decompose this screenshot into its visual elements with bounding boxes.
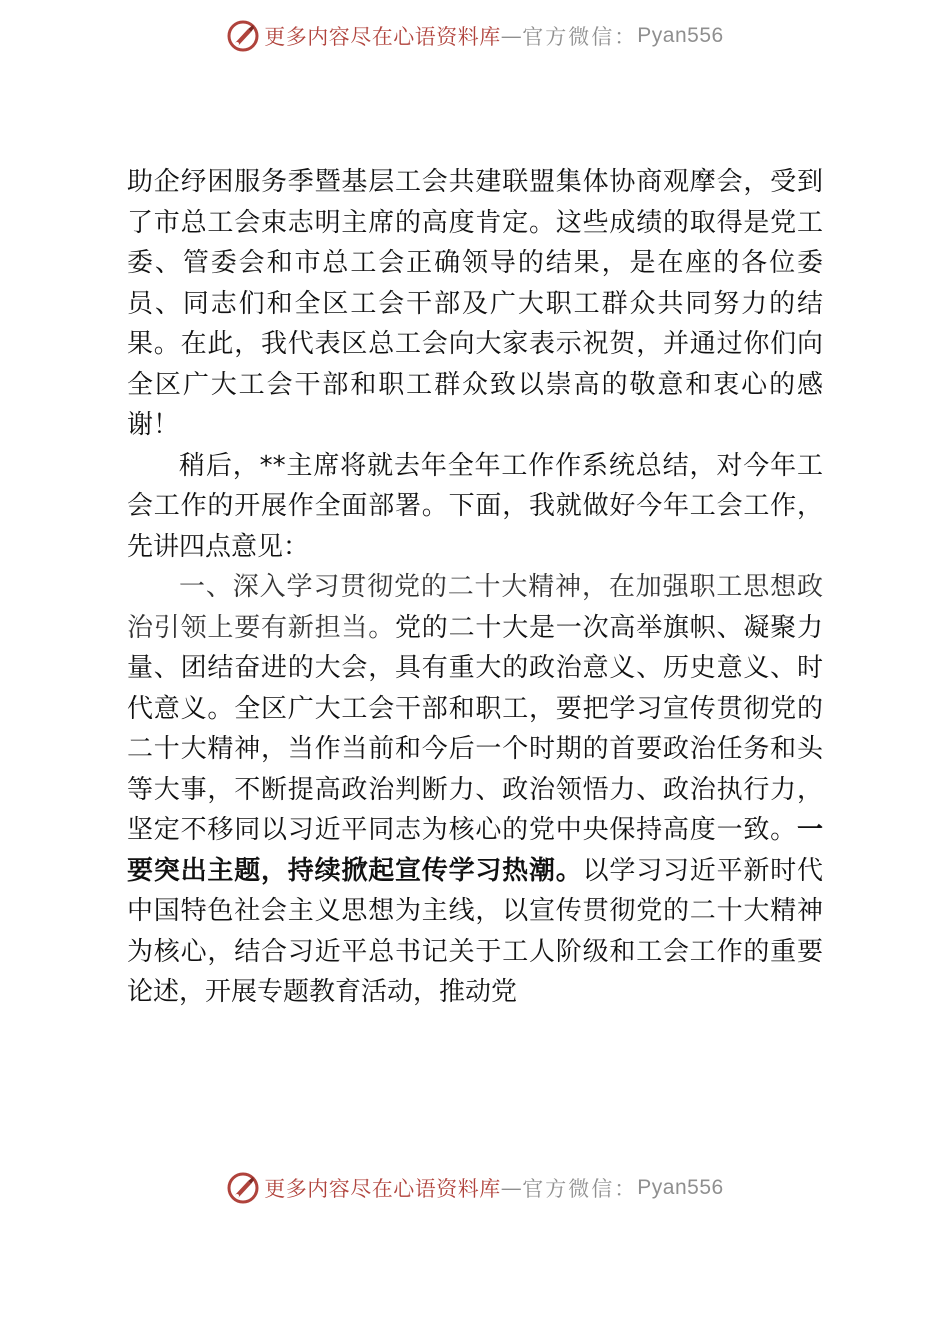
paragraph-3 xyxy=(127,567,823,1013)
watermark-label: 官方微信： xyxy=(522,1177,638,1201)
watermark-label: 官方微信： xyxy=(522,25,638,49)
section-heading-1: 一、深入学习贯彻党的二十大精神，在加强职工思想政治引领上要有新担当。 xyxy=(127,572,823,643)
section-text: 党的二十大是一次高举旗帜、凝聚力量、团结奋进的大会，具有重大的政治意义、历史意义、时代意义。全区广大工会干部和职工，要把学习宣传贯彻党的二十大精神，当作当前和今后一个时期的首要政治任务和头等大事，不断提高政治判断力、政治领悟力、政治执行力，坚定不移同以习近平同志为核心的党中央保持高度一致。 xyxy=(127,612,823,845)
seal-logo-icon xyxy=(226,1171,260,1205)
watermark-wechat-id: Pyan556 xyxy=(637,24,724,47)
watermark-header xyxy=(0,16,950,56)
watermark-separator: — xyxy=(500,24,523,48)
seal-logo-icon xyxy=(226,19,260,53)
paragraph-2: 稍后，**主席将就去年全年工作作系统总结，对今年工会工作的开展作全面部署。下面，我就做好今年工会工作，先讲四点意见： xyxy=(127,450,823,562)
watermark-wechat-id: Pyan556 xyxy=(637,1176,724,1199)
watermark-footer xyxy=(0,1168,950,1208)
bold-point-1: 一要突出主题，持续掀起宣传学习热潮。 xyxy=(127,815,823,886)
watermark-separator: — xyxy=(500,1176,523,1200)
paragraph-1: 助企纾困服务季暨基层工会共建联盟集体协商观摩会，受到了市总工会束志明主席的高度肯定。这些成绩的取得是党工委、管委会和市总工会正确领导的结果，是在座的各位委员、同志们和全区工会干部及广大职工群众共同努力的结果。在此，我代表区总工会向大家表示祝贺，并通过你们向全区广大工会干部和职工群众致以崇高的敬意和衷心的感谢！ xyxy=(127,167,823,440)
watermark-text: 更多内容尽在心语资料库 xyxy=(264,25,501,49)
section-text-tail: 以学习习近平新时代中国特色社会主义思想为主线，以宣传贯彻党的二十大精神为核心，结合习近平总书记关于工人阶级和工会工作的重要论述，开展专题教育活动，推动党 xyxy=(127,855,823,1007)
watermark-text: 更多内容尽在心语资料库 xyxy=(264,1177,501,1201)
document-body xyxy=(127,162,823,1013)
